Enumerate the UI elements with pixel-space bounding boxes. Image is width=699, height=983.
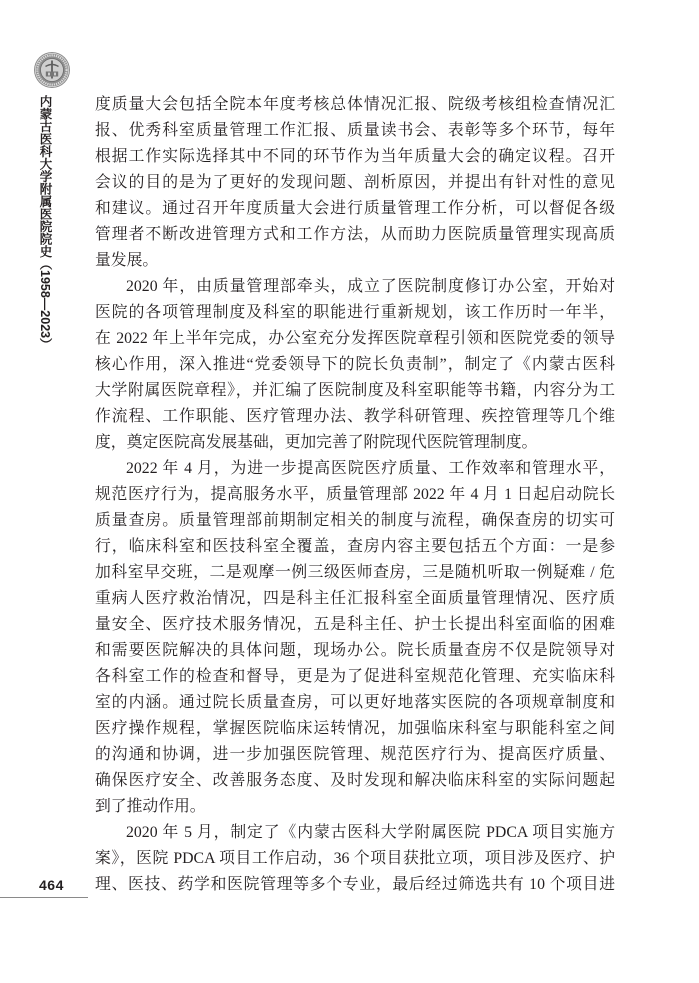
text-line: 和需要医院解决的具体问题，现场办公。院长质量查房不仅是院领导对	[95, 642, 615, 659]
text-line: 根据工作实际选择其中不同的环节作为当年质量大会的确定议程。召开	[95, 148, 615, 165]
text-line: 2020 年，由质量管理部牵头，成立了医院制度修订办公室，开始对	[126, 278, 615, 295]
text-line: 质量查房。质量管理部前期制定相关的制度与流程，确保查房的切实可	[95, 512, 615, 529]
text-line: 作流程、工作职能、医疗管理办法、教学科研管理、疾控管理等几个维	[95, 408, 615, 425]
text-line: 确保医疗安全、改善服务态度、及时发现和解决临床科室的实际问题起	[95, 772, 615, 789]
paragraph	[95, 92, 615, 274]
text-line: 在 2022 年上半年完成，办公室充分发挥医院章程引领和医院党委的领导	[95, 330, 615, 347]
text-line: 的沟通和协调，进一步加强医院管理、规范医疗行为、提高医疗质量、	[95, 746, 615, 763]
text-line: 到了推动作用。	[95, 798, 206, 815]
paragraph	[95, 820, 615, 898]
text-line: 管理者不断改进管理方式和工作方法，从而助力医院质量管理实现高质	[95, 226, 615, 243]
text-line: 规范医疗行为，提高服务水平，质量管理部 2022 年 4 月 1 日起启动院长	[95, 486, 615, 503]
text-line: 医疗操作规程，掌握医院临床运转情况，加强临床科室与职能科室之间	[95, 720, 615, 737]
text-line: 和建议。通过召开年度质量大会进行质量管理工作分析，可以督促各级	[95, 200, 615, 217]
text-line: 行，临床科室和医技科室全覆盖，查房内容主要包括五个方面：一是参	[95, 538, 615, 555]
hospital-emblem-icon	[33, 51, 71, 89]
text-line: 案》，医院 PDCA 项目工作启动，36 个项目获批立项，项目涉及医疗、护	[95, 850, 615, 867]
footer-rule	[0, 897, 88, 898]
text-line: 医院的各项管理制度及科室的职能进行重新规划，该工作历时一年半，	[95, 304, 615, 321]
text-line: 会议的目的是为了更好的发现问题、剖析原因，并提出有针对性的意见	[95, 174, 615, 191]
paragraph	[95, 456, 615, 820]
text-line: 理、医技、药学和医院管理等多个专业，最后经过筛选共有 10 个项目进	[95, 876, 615, 893]
page-number: 464	[39, 877, 64, 893]
book-title-vertical: 内蒙古医科大学附属医院院史（1958—2023）	[38, 95, 52, 351]
body-text	[95, 92, 615, 898]
text-line: 重病人医疗救治情况，四是科主任汇报科室全面质量管理情况、医疗质	[95, 590, 615, 607]
text-line: 2020 年 5 月，制定了《内蒙古医科大学附属医院 PDCA 项目实施方	[126, 824, 615, 841]
text-line: 度质量大会包括全院本年度考核总体情况汇报、院级考核组检查情况汇	[95, 96, 615, 113]
text-line: 大学附属医院章程》，并汇编了医院制度及科室职能等书籍，内容分为工	[95, 382, 615, 399]
text-line: 2022 年 4 月，为进一步提高医院医疗质量、工作效率和管理水平，	[126, 460, 615, 477]
text-line: 度，奠定医院高发展基础，更加完善了附院现代医院管理制度。	[95, 434, 538, 451]
paragraph	[95, 274, 615, 456]
text-line: 室的内涵。通过院长质量查房，可以更好地落实医院的各项规章制度和	[95, 694, 615, 711]
text-line: 量发展。	[95, 252, 159, 269]
text-line: 加科室早交班，二是观摩一例三级医师查房，三是随机听取一例疑难 / 危	[95, 564, 615, 581]
text-line: 核心作用，深入推进“党委领导下的院长负责制”，制定了《内蒙古医科	[95, 356, 615, 373]
text-line: 报、优秀科室质量管理工作汇报、质量读书会、表彰等多个环节，每年	[95, 122, 615, 139]
text-line: 各科室工作的检查和督导，更是为了促进科室规范化管理、充实临床科	[95, 668, 615, 685]
text-line: 量安全、医疗技术服务情况，五是科主任、护士长提出科室面临的困难	[95, 616, 615, 633]
